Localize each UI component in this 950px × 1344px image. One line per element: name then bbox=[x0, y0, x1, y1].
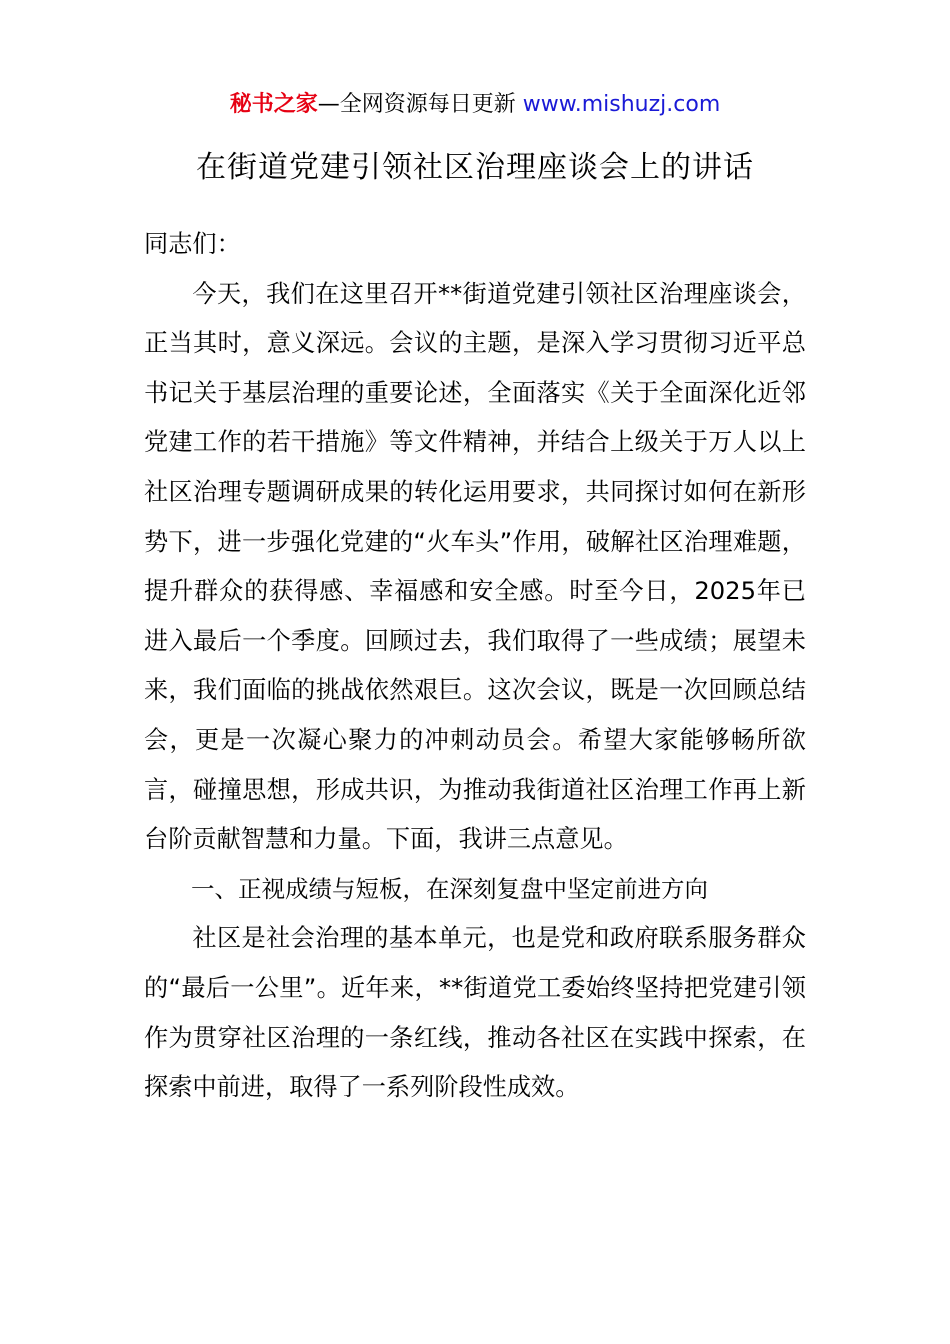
salutation: 同志们： bbox=[144, 230, 241, 258]
section-paragraph-1: 社区是社会治理的基本单元，也是党和政府联系服务群众的“最后一公里”。近年来，**街道党工委始终坚持把党建引领作为贯穿社区治理的一条红线，推动各社区在实践中探索，在探索中前进，取得了一系列阶段性成效。 bbox=[144, 924, 806, 1102]
opening-paragraph: 今天，我们在这里召开**街道党建引领社区治理座谈会，正当其时，意义深远。会议的主题，是深入学习贯彻习近平总书记关于基层治理的重要论述，全面落实《关于全面深化近邻党建工作的若干措施》等文件精神，并结合上级关于万人以上社区治理专题调研成果的转化运用要求，共同探讨如何在新形势下，进一步强化党建的“火车头”作用，破解社区治理难题，提升群众的获得感、幸福感和安全感。时至今日，2025年已进入最后一个季度。回顾过去，我们取得了一些成绩；展望未来，我们面临的挑战依然艰巨。这次会议，既是一次回顾总结会，更是一次凝心聚力的冲刺动员会。希望大家能够畅所欲言，碰撞思想，形成共识，为推动我街道社区治理工作再上新台阶贡献智慧和力量。下面，我讲三点意见。 bbox=[144, 279, 806, 854]
site-header bbox=[0, 88, 950, 122]
section-heading-1: 一、正视成绩与短板，在深刻复盘中坚定前进方向 bbox=[191, 874, 708, 903]
header-tagline: —全网资源每日更新 bbox=[317, 92, 516, 117]
document-title: 在街道党建引领社区治理座谈会上的讲话 bbox=[196, 150, 754, 185]
document-body bbox=[144, 220, 806, 1113]
site-url-link[interactable]: www.mishuzj.com bbox=[522, 92, 721, 117]
brand-name: 秘书之家 bbox=[229, 92, 318, 117]
